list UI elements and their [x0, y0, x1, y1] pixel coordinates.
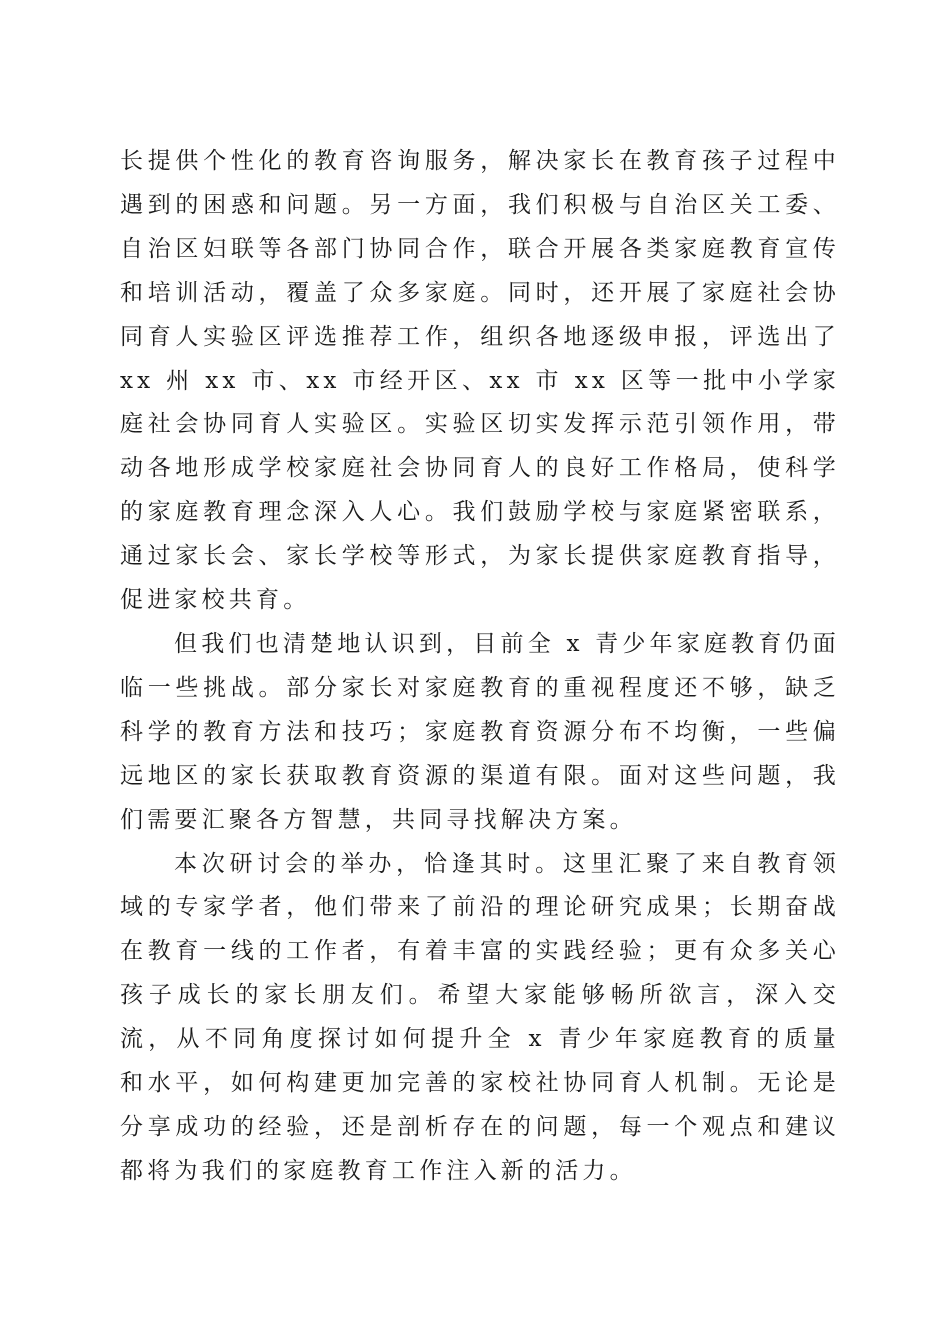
document-body: [120, 140, 852, 1194]
paragraph-3: 本次研讨会的举办，恰逢其时。这里汇聚了来自教育领域的专家学者，他们带来了前沿的理论研究成果；长期奋战在教育一线的工作者，有着丰富的实践经验；更有众多关心孩子成长的家长朋友们。希望大家能够畅所欲言，深入交流，从不同角度探讨如何提升全 x 青少年家庭教育的质量和水平，如何构建更加完善的家校社协同育人机制。无论是分享成功的经验，还是剖析存在的问题，每一个观点和建议都将为我们的家庭教育工作注入新的活力。: [120, 850, 840, 1184]
paragraph-1: 长提供个性化的教育咨询服务，解决家长在教育孩子过程中遇到的困惑和问题。另一方面，我们积极与自治区关工委、自治区妇联等各部门协同合作，联合开展各类家庭教育宣传和培训活动，覆盖了众多家庭。同时，还开展了家庭社会协同育人实验区评选推荐工作，组织各地逐级申报，评选出了 xx 州 xx 市、xx 市经开区、xx 市 xx 区等一批中小学家庭社会协同育人实验区。实验区切实发挥示范引领作用，带动各地形成学校家庭社会协同育人的良好工作格局，使科学的家庭教育理念深入人心。我们鼓励学校与家庭紧密联系，通过家长会、家长学校等形式，为家长提供家庭教育指导，促进家校共育。: [120, 148, 852, 614]
paragraph-2: 但我们也清楚地认识到，目前全 x 青少年家庭教育仍面临一些挑战。部分家长对家庭教育的重视程度还不够，缺乏科学的教育方法和技巧；家庭教育资源分布不均衡，一些偏远地区的家长获取教育资源的渠道有限。面对这些问题，我们需要汇聚各方智慧，共同寻找解决方案。: [120, 630, 840, 833]
